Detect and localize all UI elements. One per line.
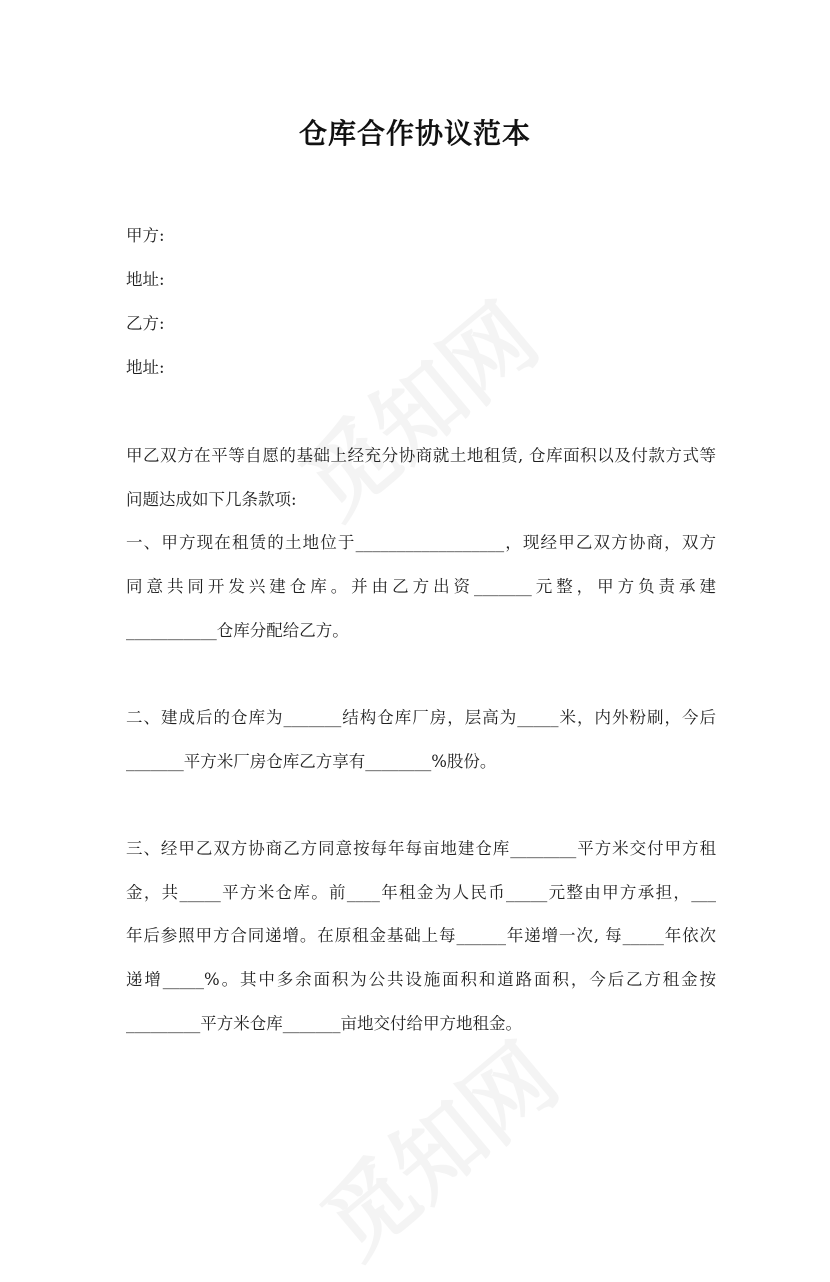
address-b-label: 地址:	[126, 358, 165, 377]
watermark	[290, 1008, 580, 1281]
intro-line: 问题达成如下几条款项:	[126, 490, 297, 509]
clause-3-line: 三、经甲乙双方协商乙方同意按每年每亩地建仓库________平方米交付甲方租	[126, 839, 716, 858]
clause-2-line: _______平方米厂房仓库乙方享有________%股份。	[126, 752, 497, 771]
address-a-label: 地址:	[126, 270, 165, 289]
clause-1-line: ___________仓库分配给乙方。	[126, 621, 349, 640]
clause-3-line: 递增_____%。其中多余面积为公共设施面积和道路面积，今后乙方租金按	[126, 970, 716, 989]
clause-3-line: 金，共_____平方米仓库。前____年租金为人民币_____元整由甲方承担，___	[126, 883, 716, 902]
clause-1-line: 一、甲方现在租赁的土地位于__________________，现经甲乙双方协商，双方	[126, 533, 716, 552]
clause-1-line: 同意共同开发兴建仓库。并由乙方出资_______元整，甲方负责承建	[126, 577, 716, 596]
party-a-label: 甲方:	[126, 226, 165, 245]
intro-line: 甲乙双方在平等自愿的基础上经充分协商就土地租赁, 仓库面积以及付款方式等	[126, 446, 716, 465]
clause-2-line: 二、建成后的仓库为_______结构仓库厂房，层高为_____米，内外粉刷，今后	[126, 708, 716, 727]
clause-3-line: _________平方米仓库_______亩地交付给甲方地租金。	[126, 1014, 522, 1033]
clause-3-line: 年后参照甲方合同递增。在原租金基础上每______年递增一次, 每_____年依次	[126, 926, 716, 945]
party-b-label: 乙方:	[126, 314, 165, 333]
document-title: 仓库合作协议范本	[298, 117, 531, 150]
